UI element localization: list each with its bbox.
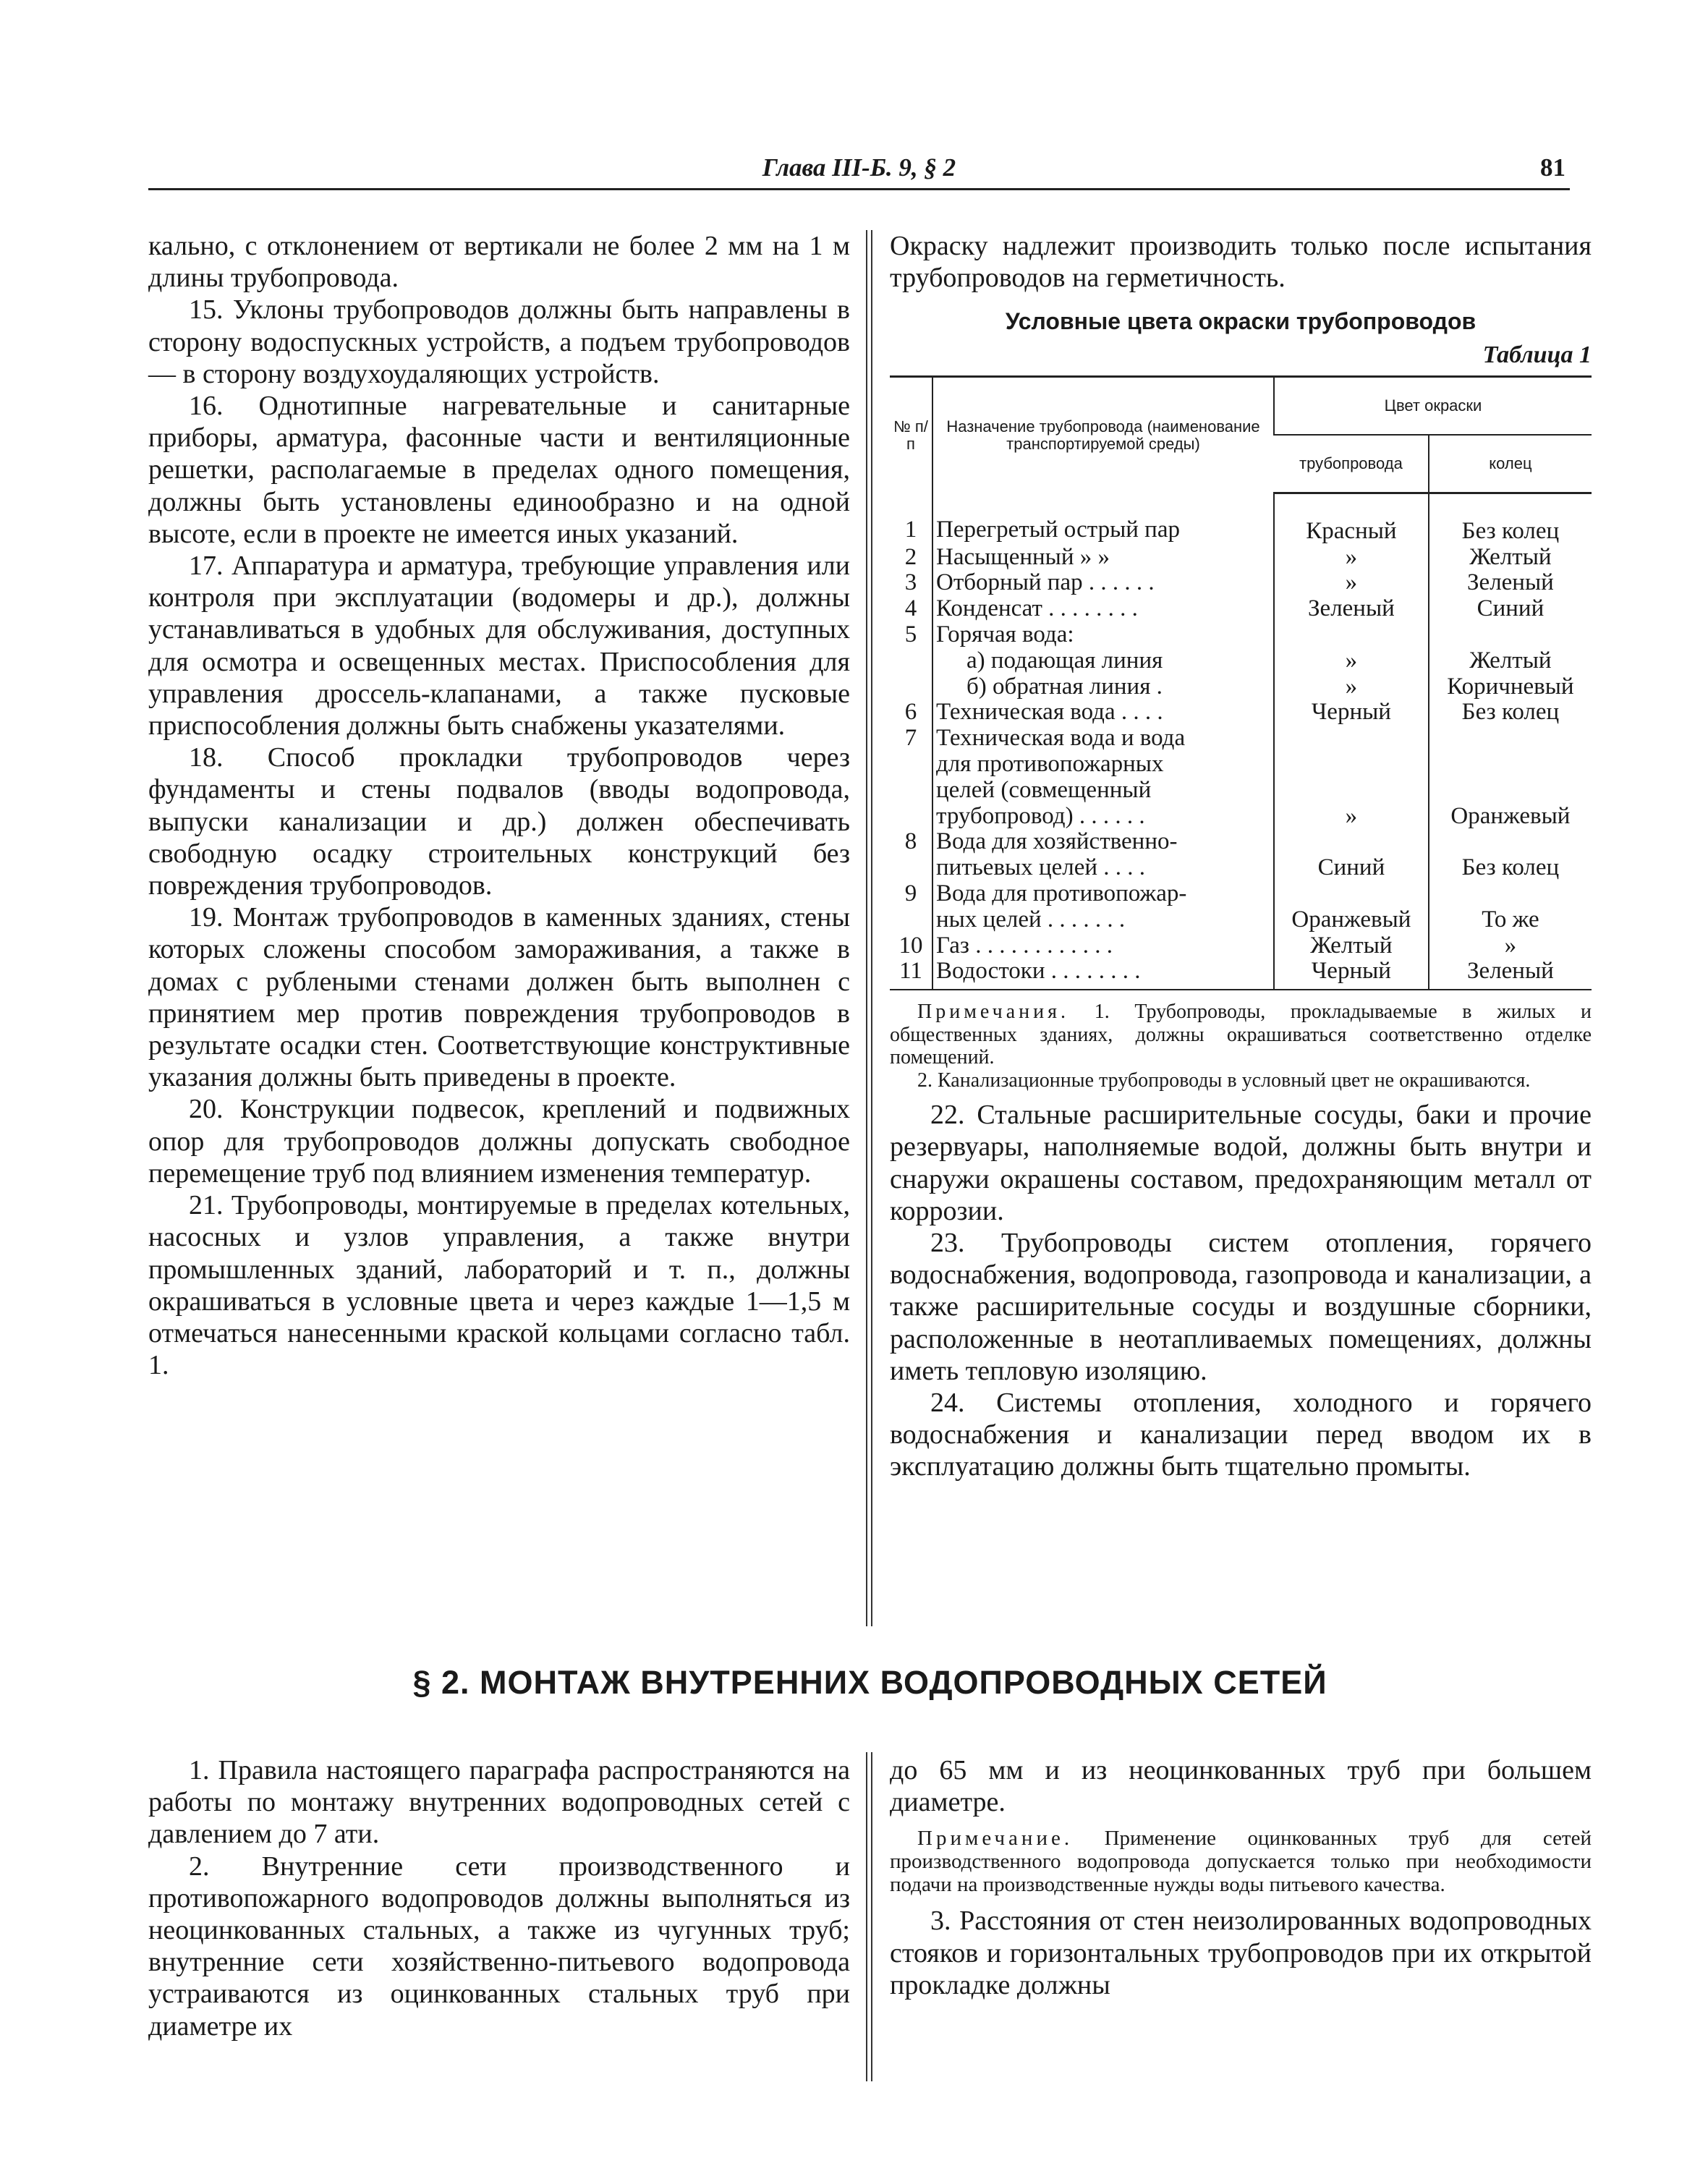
row-pipe-color: Синий <box>1274 829 1429 881</box>
paragraph: 16. Однотипные нагревательные и санитарные приборы, арматура, фасонные части и вентиляционные решетки, располагаемые в пределах одного помещения, должны быть установлены единообразно и на одной высоте, если в проекте не имеется иных указаний. <box>148 391 850 549</box>
row-pipe-color: » <box>1274 545 1429 571</box>
row-pipe-color: Черный <box>1274 700 1429 726</box>
table-row <box>890 493 1592 544</box>
row-purpose-line: б) обратная линия . <box>966 673 1163 700</box>
row-pipe-color: Оранжевый <box>1274 881 1429 933</box>
table-row <box>890 700 1592 726</box>
column-divider-top <box>866 230 872 1626</box>
table-row <box>890 881 1592 933</box>
table-row <box>890 545 1592 571</box>
header-purpose: Назначение трубопровода (наименование транспортируемой среды) <box>932 376 1274 493</box>
row-purpose-line: Вода для противопожар- <box>936 880 1187 906</box>
row-pipe-color: Черный <box>1274 959 1429 990</box>
row-number: 8 <box>904 828 917 855</box>
row-ring-color: Без колец <box>1429 829 1592 881</box>
row-purpose <box>932 545 1274 571</box>
paragraph: 18. Способ прокладки трубопроводов через фундаменты и стены подвалов (вводы водопровода, выпуски канализации и др.) должен обеспечивать свободную осадку строительных конструкций без повреждения трубопроводов. <box>148 742 850 901</box>
row-number <box>890 674 932 700</box>
paragraph: Окраску надлежит производить только после испытания трубопроводов на герметичность. <box>890 231 1592 294</box>
row-purpose-line: Конденсат . . . . . . . . <box>936 595 1138 622</box>
row-ring-color: Синий <box>1429 596 1592 622</box>
row-purpose-line: Техническая вода . . . . <box>936 699 1163 726</box>
row-number: 3 <box>904 569 917 596</box>
row-pipe-color: » <box>1274 674 1429 700</box>
row-purpose-line: а) подающая линия <box>966 647 1163 674</box>
paragraph: 20. Конструкции подвесок, креплений и подвижных опор для трубопроводов должны допускать свободное перемещение труб под влиянием изменения температур. <box>148 1094 850 1189</box>
row-purpose-line: питьевых целей . . . . <box>936 854 1146 881</box>
row-ring-color: Оранжевый <box>1429 726 1592 829</box>
table-row <box>890 829 1592 881</box>
header-color-group: Цвет окраски <box>1274 376 1592 435</box>
paragraph: 23. Трубопроводы систем отопления, горячего водоснабжения, водопровода, газопровода и канализации, а также расширительные сосуды и воздушные сборники, расположенные в неотапливаемых помещениях, должны иметь тепловую изоляцию. <box>890 1227 1592 1386</box>
row-ring-color <box>1429 622 1592 648</box>
bottom-right-column <box>890 1754 1592 2001</box>
row-purpose <box>932 959 1274 990</box>
note-2: 2. Канализационные трубопроводы в условный цвет не окрашиваются. <box>917 1069 1531 1092</box>
notes-label: Примечания. <box>917 1001 1070 1024</box>
row-pipe-color <box>1274 622 1429 648</box>
table-row <box>890 726 1592 829</box>
row-purpose <box>932 648 1274 674</box>
row-purpose-line: Газ . . . . . . . . . . . . <box>936 932 1113 959</box>
table-row <box>890 570 1592 596</box>
row-ring-color: Зеленый <box>1429 959 1592 990</box>
row-pipe-color: Зеленый <box>1274 596 1429 622</box>
paragraph: 3. Расстояния от стен неизолированных водопроводных стояков и горизонтальных трубопроводов при их открытой прокладке должны <box>890 1906 1592 2000</box>
row-number: 9 <box>904 880 917 906</box>
row-ring-color: Без колец <box>1429 700 1592 726</box>
pipe-color-table <box>890 375 1592 990</box>
row-pipe-color: Красный <box>1274 493 1429 544</box>
bottom-note-text: Применение оцинкованных труб для сетей производственного водопровода допускается только при необходимости подачи на производственные нужды воды питьевого качества. <box>890 1827 1592 1897</box>
row-ring-color: Желтый <box>1429 648 1592 674</box>
row-purpose <box>932 933 1274 959</box>
table-title: Условные цвета окраски трубопроводов <box>1005 308 1477 335</box>
row-pipe-color: » <box>1274 648 1429 674</box>
bottom-note-label: Примечание. <box>917 1827 1074 1851</box>
row-purpose-line: ных целей . . . . . . . <box>936 906 1126 933</box>
top-right-column <box>890 230 1592 1483</box>
row-ring-color: Желтый <box>1429 545 1592 571</box>
paragraph: 2. Внутренние сети производственного и противопожарного водопроводов должны выполняться из неоцинкованных стальных, а также из чугунных труб; внутренние сети хозяйственно-питьевого водопровода устраиваются из оцинкованных стальных труб при диаметре их <box>148 1851 850 2042</box>
row-purpose-line: Техническая вода и вода <box>936 725 1186 752</box>
row-purpose <box>932 726 1274 829</box>
row-number: 10 <box>898 932 923 959</box>
row-purpose-line: целей (совмещенный <box>936 776 1152 803</box>
row-purpose <box>932 596 1274 622</box>
row-pipe-color: » <box>1274 570 1429 596</box>
header-ring-color: колец <box>1429 435 1592 493</box>
paragraph: 17. Аппаратура и арматура, требующие управления или контроля при эксплуатации (водомеры и др.), должны устанавливаться в удобных для обслуживания, доступных для осмотра и освещенных местах. Приспособления для управления дроссель-клапанами, а также пусковые приспособления должны быть снабжены указателями. <box>148 551 850 742</box>
row-number: 6 <box>904 699 917 726</box>
table-row <box>890 596 1592 622</box>
row-purpose-line: Вода для хозяйственно- <box>936 828 1178 855</box>
paragraph: 22. Стальные расширительные сосуды, баки и прочие резервуары, наполняемые водой, должны быть внутри и снаружи окрашены составом, предохраняющим металл от коррозии. <box>890 1100 1592 1226</box>
row-ring-color: Коричневый <box>1429 674 1592 700</box>
row-purpose-line: Горячая вода: <box>936 621 1074 647</box>
row-number: 11 <box>890 959 932 990</box>
header-num: № п/п <box>890 376 932 493</box>
row-pipe-color: » <box>1274 726 1429 829</box>
bottom-left-column <box>148 1754 850 2042</box>
table-row <box>890 959 1592 990</box>
row-purpose-line: Отборный пар . . . . . . <box>936 569 1155 596</box>
table-row <box>890 622 1592 648</box>
header-pipe-color: трубопровода <box>1274 435 1429 493</box>
row-purpose <box>932 570 1274 596</box>
row-purpose <box>932 700 1274 726</box>
paragraph: 24. Системы отопления, холодного и горячего водоснабжения и канализации перед вводом их в эксплуатацию должны быть тщательно промыты. <box>890 1387 1592 1482</box>
row-purpose <box>932 829 1274 881</box>
row-purpose-line: Водостоки . . . . . . . . <box>936 958 1141 985</box>
row-ring-color: Зеленый <box>1429 570 1592 596</box>
column-divider-bottom <box>866 1752 872 2081</box>
row-number: 5 <box>904 621 917 647</box>
row-purpose-line: трубопровод) . . . . . . <box>936 802 1145 829</box>
page-number: 81 <box>1540 153 1565 182</box>
top-left-column <box>148 230 850 1381</box>
paragraph: 15. Уклоны трубопроводов должны быть направлены в сторону водоспускных устройств, а подъем трубопроводов — в сторону воздухоудаляющих устройств. <box>148 294 850 389</box>
row-ring-color: Без колец <box>1429 493 1592 544</box>
table-notes <box>890 1001 1592 1092</box>
row-purpose-line: Насыщенный » » <box>936 543 1110 570</box>
row-number: 7 <box>904 725 917 752</box>
row-ring-color: То же <box>1429 881 1592 933</box>
row-number: 1 <box>904 517 917 543</box>
row-purpose <box>932 674 1274 700</box>
paragraph: 1. Правила настоящего параграфа распространяются на работы по монтажу внутренних водопроводных сетей с давлением до 7 ати. <box>148 1755 850 1850</box>
paragraph: кально, с отклонением от вертикали не более 2 мм на 1 м длины трубопровода. <box>148 231 850 294</box>
row-number <box>890 648 932 674</box>
row-pipe-color: Желтый <box>1274 933 1429 959</box>
row-purpose <box>932 493 1274 544</box>
row-number: 4 <box>904 595 917 622</box>
row-purpose <box>932 622 1274 648</box>
paragraph: до 65 мм и из неоцинкованных труб при большем диаметре. <box>890 1755 1592 1818</box>
paragraph: 19. Монтаж трубопроводов в каменных зданиях, стены которых сложены способом замораживания, а также в домах с рублеными стенами должен быть выполнен с принятием мер против повреждения трубопроводов в результате осадки стен. Соответствующие конструктивные указания должны быть приведены в проекте. <box>148 902 850 1093</box>
table-row <box>890 933 1592 959</box>
bottom-note <box>890 1827 1592 1896</box>
note-1: 1. Трубопроводы, прокладываемые в жилых и общественных зданиях, должны окрашиваться соответственно отделке помещений. <box>890 1001 1592 1069</box>
running-title: Глава III-Б. 9, § 2 <box>762 153 956 182</box>
page-header <box>148 150 1570 190</box>
table-row <box>890 674 1592 700</box>
row-ring-color: » <box>1429 933 1592 959</box>
table-number: Таблица 1 <box>1482 341 1592 368</box>
row-purpose <box>932 881 1274 933</box>
section-heading: § 2. МОНТАЖ ВНУТРЕННИХ ВОДОПРОВОДНЫХ СЕТЕЙ <box>412 1664 1327 1701</box>
row-purpose-line: для противопожарных <box>936 750 1164 777</box>
row-number: 2 <box>904 543 917 570</box>
paragraph: 21. Трубопроводы, монтируемые в пределах котельных, насосных и узлов управления, а также внутри промышленных зданий, лабораторий и т. п., должны окрашиваться в условные цвета и через каждые 1—1,5 м отмечаться нанесенными краской кольцами согласно табл. 1. <box>148 1190 850 1381</box>
table-row <box>890 648 1592 674</box>
row-purpose-line: Перегретый острый пар <box>936 517 1180 543</box>
